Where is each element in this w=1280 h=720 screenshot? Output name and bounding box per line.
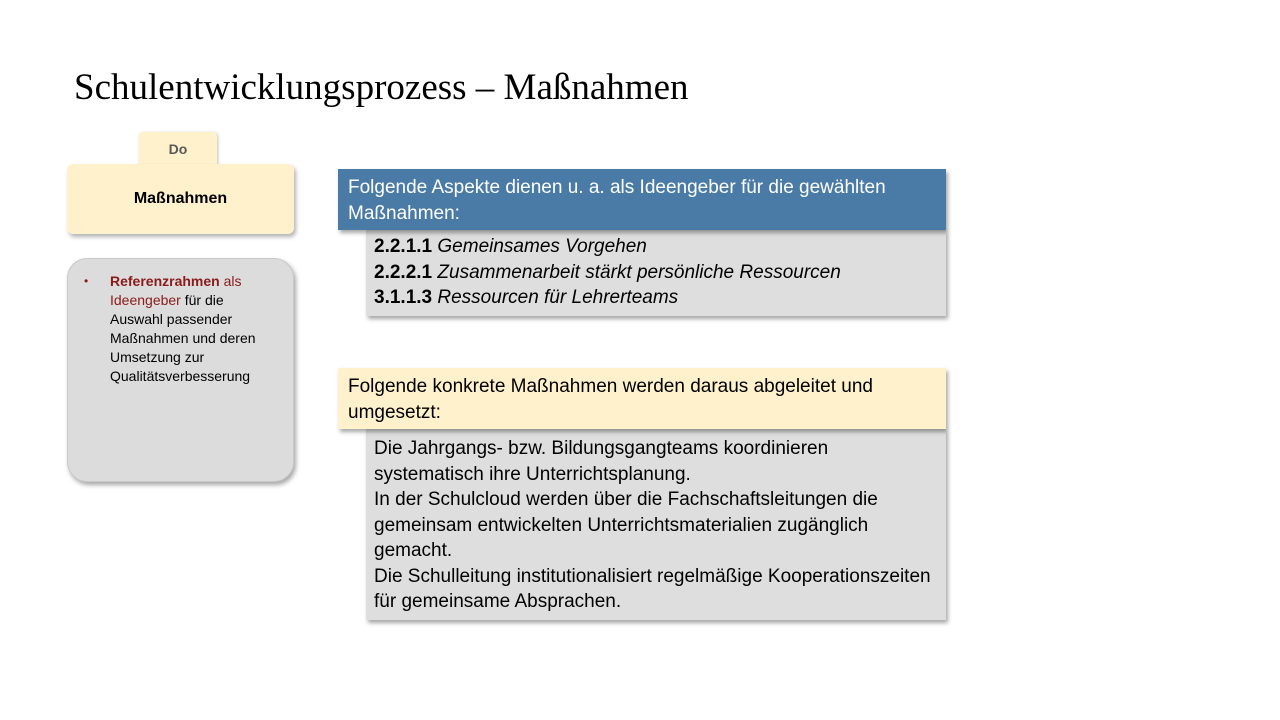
list-item bbox=[374, 260, 938, 286]
bullet-icon: • bbox=[84, 274, 89, 288]
measure-paragraph: Die Jahrgangs- bzw. Bildungsgangteams koordinieren systematisch ihre Unterrichtsplanung. bbox=[374, 438, 829, 485]
aspect-title: Gemeinsames Vorgehen bbox=[437, 236, 647, 257]
slide-title: Schulentwicklungsprozess – Maßnahmen bbox=[74, 67, 689, 108]
aspect-number: 3.1.1.3 bbox=[374, 287, 433, 308]
aspects-list bbox=[366, 230, 946, 316]
aspect-title: Ressourcen für Lehrerteams bbox=[437, 287, 679, 308]
side-card-text bbox=[110, 272, 275, 386]
measure-paragraph: In der Schulcloud werden über die Fachschaftsleitungen die gemeinsam entwickelten Unterrichtsmaterialien zugänglich gemacht. bbox=[374, 489, 878, 561]
aspect-title: Zusammenarbeit stärkt persönliche Ressourcen bbox=[437, 261, 841, 283]
list-item bbox=[374, 234, 938, 260]
aspects-header: Folgende Aspekte dienen u. a. als Ideengeber für die gewählten Maßnahmen: bbox=[338, 169, 946, 230]
side-card bbox=[67, 258, 294, 482]
list-item bbox=[374, 285, 938, 311]
phase-box-label: Maßnahmen bbox=[133, 190, 228, 207]
phase-tab: Do bbox=[139, 132, 217, 166]
phase-box bbox=[67, 164, 294, 234]
aspect-number: 2.2.1.1 bbox=[374, 236, 433, 257]
measures-header: Folgende konkrete Maßnahmen werden daraus abgeleitet und umgesetzt: bbox=[338, 368, 946, 429]
bold-term: Referenzrahmen bbox=[110, 273, 220, 289]
aspect-number: 2.2.2.1 bbox=[374, 261, 433, 283]
measure-paragraph: Die Schulleitung institutionalisiert regelmäßige Kooperationszeiten für gemeinsame Absprachen. bbox=[374, 565, 931, 612]
red-term: Ideengeber bbox=[110, 292, 181, 308]
side-card-bullet bbox=[84, 272, 275, 386]
side-card-rest: für die Auswahl passender Maßnahmen und deren Umsetzung zur Qualitätsverbesserung bbox=[110, 292, 256, 384]
red-word: als bbox=[223, 273, 242, 289]
measures-body bbox=[366, 429, 946, 620]
